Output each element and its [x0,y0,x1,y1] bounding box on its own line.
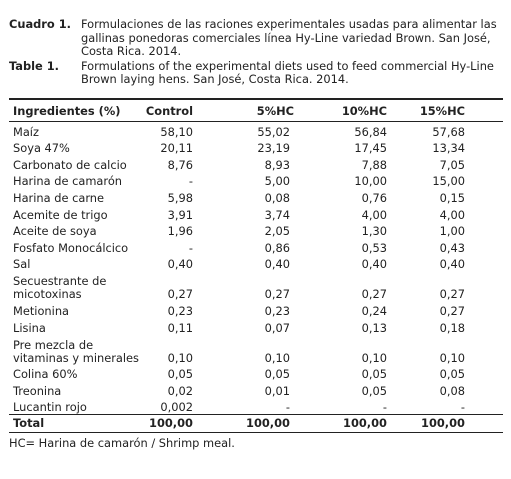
ingredient-value: 0,08 [439,383,465,398]
ingredient-value: 13,34 [432,141,465,156]
caption-english [9,60,503,87]
ingredient-name: Secuestrante de micotoxinas [13,274,107,302]
total-15hc: 100,00 [409,415,503,433]
ingredient-value: 5,98 [167,190,193,205]
ingredient-name: Soya 47% [13,141,70,156]
ingredient-value: 20,11 [160,141,193,156]
ingredient-value: 0,40 [439,257,465,272]
ingredient-value: 2,05 [264,224,290,239]
table-row [9,255,503,272]
ingredient-value: 0,27 [264,287,290,302]
caption-spanish-text: Formulaciones de las raciones experimentales usadas para alimentar las gallinas ponedoras comerciales línea Hy-Line variedad Brown. San José, Costa Rica. 2014. [81,17,497,59]
table-row [9,139,503,156]
ingredient-value: 0,27 [361,287,387,302]
ingredient-value: 1,00 [439,224,465,239]
table-footnote: HC= Harina de camarón / Shrimp meal. [9,436,235,450]
ingredient-value: 23,19 [257,141,290,156]
ingredient-value: 5,00 [264,174,290,189]
ingredient-value: 15,00 [432,174,465,189]
table-row [9,318,503,335]
ingredient-value: 0,15 [439,190,465,205]
ingredient-name: Pre mezcla de vitaminas y minerales [13,337,139,365]
ingredient-value: 7,88 [361,157,387,172]
ingredient-value: 0,10 [167,350,193,365]
table-row [9,172,503,189]
ingredient-value: 0,27 [439,287,465,302]
ingredient-value: 0,05 [167,367,193,382]
ingredient-value: 0,10 [264,350,290,365]
ingredient-value: 0,76 [361,190,387,205]
ingredient-value: 0,43 [439,240,465,255]
ingredient-name: Sal [13,257,31,272]
total-5hc: 100,00 [221,415,316,433]
total-control: 100,00 [143,415,221,433]
table-row [9,238,503,255]
ingredient-value: 3,74 [264,207,290,222]
ingredient-name: Treonina [13,383,62,398]
ingredient-name: Lisina [13,320,46,335]
ingredient-value: - [382,400,387,415]
header-10hc: 10%HC [316,99,409,122]
ingredient-value: 0,05 [439,367,465,382]
ingredient-value: 0,23 [264,303,290,318]
formulation-table [9,98,503,433]
ingredient-value: 0,27 [439,303,465,318]
table-body [9,122,503,433]
ingredient-value: 0,23 [167,303,193,318]
table-row [9,122,503,139]
table-row [9,205,503,222]
table-row [9,222,503,239]
ingredient-value: 4,00 [361,207,387,222]
ingredient-name: Fosfato Monocálcico [13,240,129,255]
header-15hc: 15%HC [409,99,503,122]
ingredient-value: 0,01 [264,383,290,398]
ingredient-name: Aceite de soya [13,224,97,239]
caption-spanish-label: Cuadro 1. [9,17,71,31]
ingredient-value: - [460,400,465,415]
table-row [9,188,503,205]
total-row [9,415,503,433]
ingredient-value: 1,96 [167,224,193,239]
formulation-table-wrapper [9,98,503,433]
ingredient-value: 0,10 [439,350,465,365]
ingredient-value: - [285,400,290,415]
ingredient-name: Metionina [13,303,70,318]
ingredient-value: 0,13 [361,320,387,335]
table-row [9,271,503,301]
ingredient-value: 0,40 [361,257,387,272]
ingredient-name: Acemite de trigo [13,207,108,222]
caption-english-label: Table 1. [9,58,59,73]
ingredient-value: 0,11 [167,320,193,335]
ingredient-name: Colina 60% [13,367,78,382]
ingredient-value: - [188,174,193,189]
total-label: Total [9,415,143,433]
ingredient-name: Carbonato de calcio [13,157,127,172]
ingredient-value: 3,91 [167,207,193,222]
ingredient-value: 7,05 [439,157,465,172]
total-10hc: 100,00 [316,415,409,433]
ingredient-value: 0,05 [264,367,290,382]
ingredient-value: 8,76 [167,157,193,172]
ingredient-value: 0,40 [264,257,290,272]
ingredient-name: Harina de carne [13,190,105,205]
header-ingredients: Ingredientes (%) [9,99,143,122]
ingredient-value: 0,05 [361,367,387,382]
ingredient-value: 0,18 [439,320,465,335]
ingredient-value: 0,53 [361,240,387,255]
ingredient-value: 0,02 [167,383,193,398]
table-row [9,381,503,398]
table-row [9,301,503,318]
ingredient-value: 0,07 [264,320,290,335]
header-5hc: 5%HC [221,99,316,122]
ingredient-value: 57,68 [432,124,465,139]
ingredient-value: 10,00 [354,174,387,189]
ingredient-name: Lucantin rojo [13,400,87,415]
table-row [9,155,503,172]
ingredient-value: 0,08 [264,190,290,205]
ingredient-value: 1,30 [361,224,387,239]
ingredient-value: 0,86 [264,240,290,255]
header-control: Control [143,99,221,122]
ingredient-value: 0,10 [361,350,387,365]
caption-english-text: Formulations of the experimental diets used to feed commercial Hy-Line Brown laying hens. San José, Costa Rica. 2014. [81,58,494,87]
ingredient-value: 55,02 [257,124,290,139]
ingredient-value: 17,45 [354,141,387,156]
table-caption [9,18,503,88]
ingredient-value: 0,05 [361,383,387,398]
table-row [9,365,503,382]
ingredient-name: Maíz [13,124,39,139]
ingredient-value: 0,27 [167,287,193,302]
table-row [9,335,503,365]
table-header-row [9,99,503,122]
ingredient-value: 4,00 [439,207,465,222]
ingredient-value: 56,84 [354,124,387,139]
ingredient-name: Harina de camarón [13,174,123,189]
ingredient-value: 0,40 [167,257,193,272]
ingredient-value: 8,93 [264,157,290,172]
table-row [9,398,503,415]
caption-spanish [9,18,503,59]
ingredient-value: 0,24 [361,303,387,318]
ingredient-value: 58,10 [160,124,193,139]
ingredient-value: - [188,240,193,255]
ingredient-value: 0,002 [160,400,193,415]
